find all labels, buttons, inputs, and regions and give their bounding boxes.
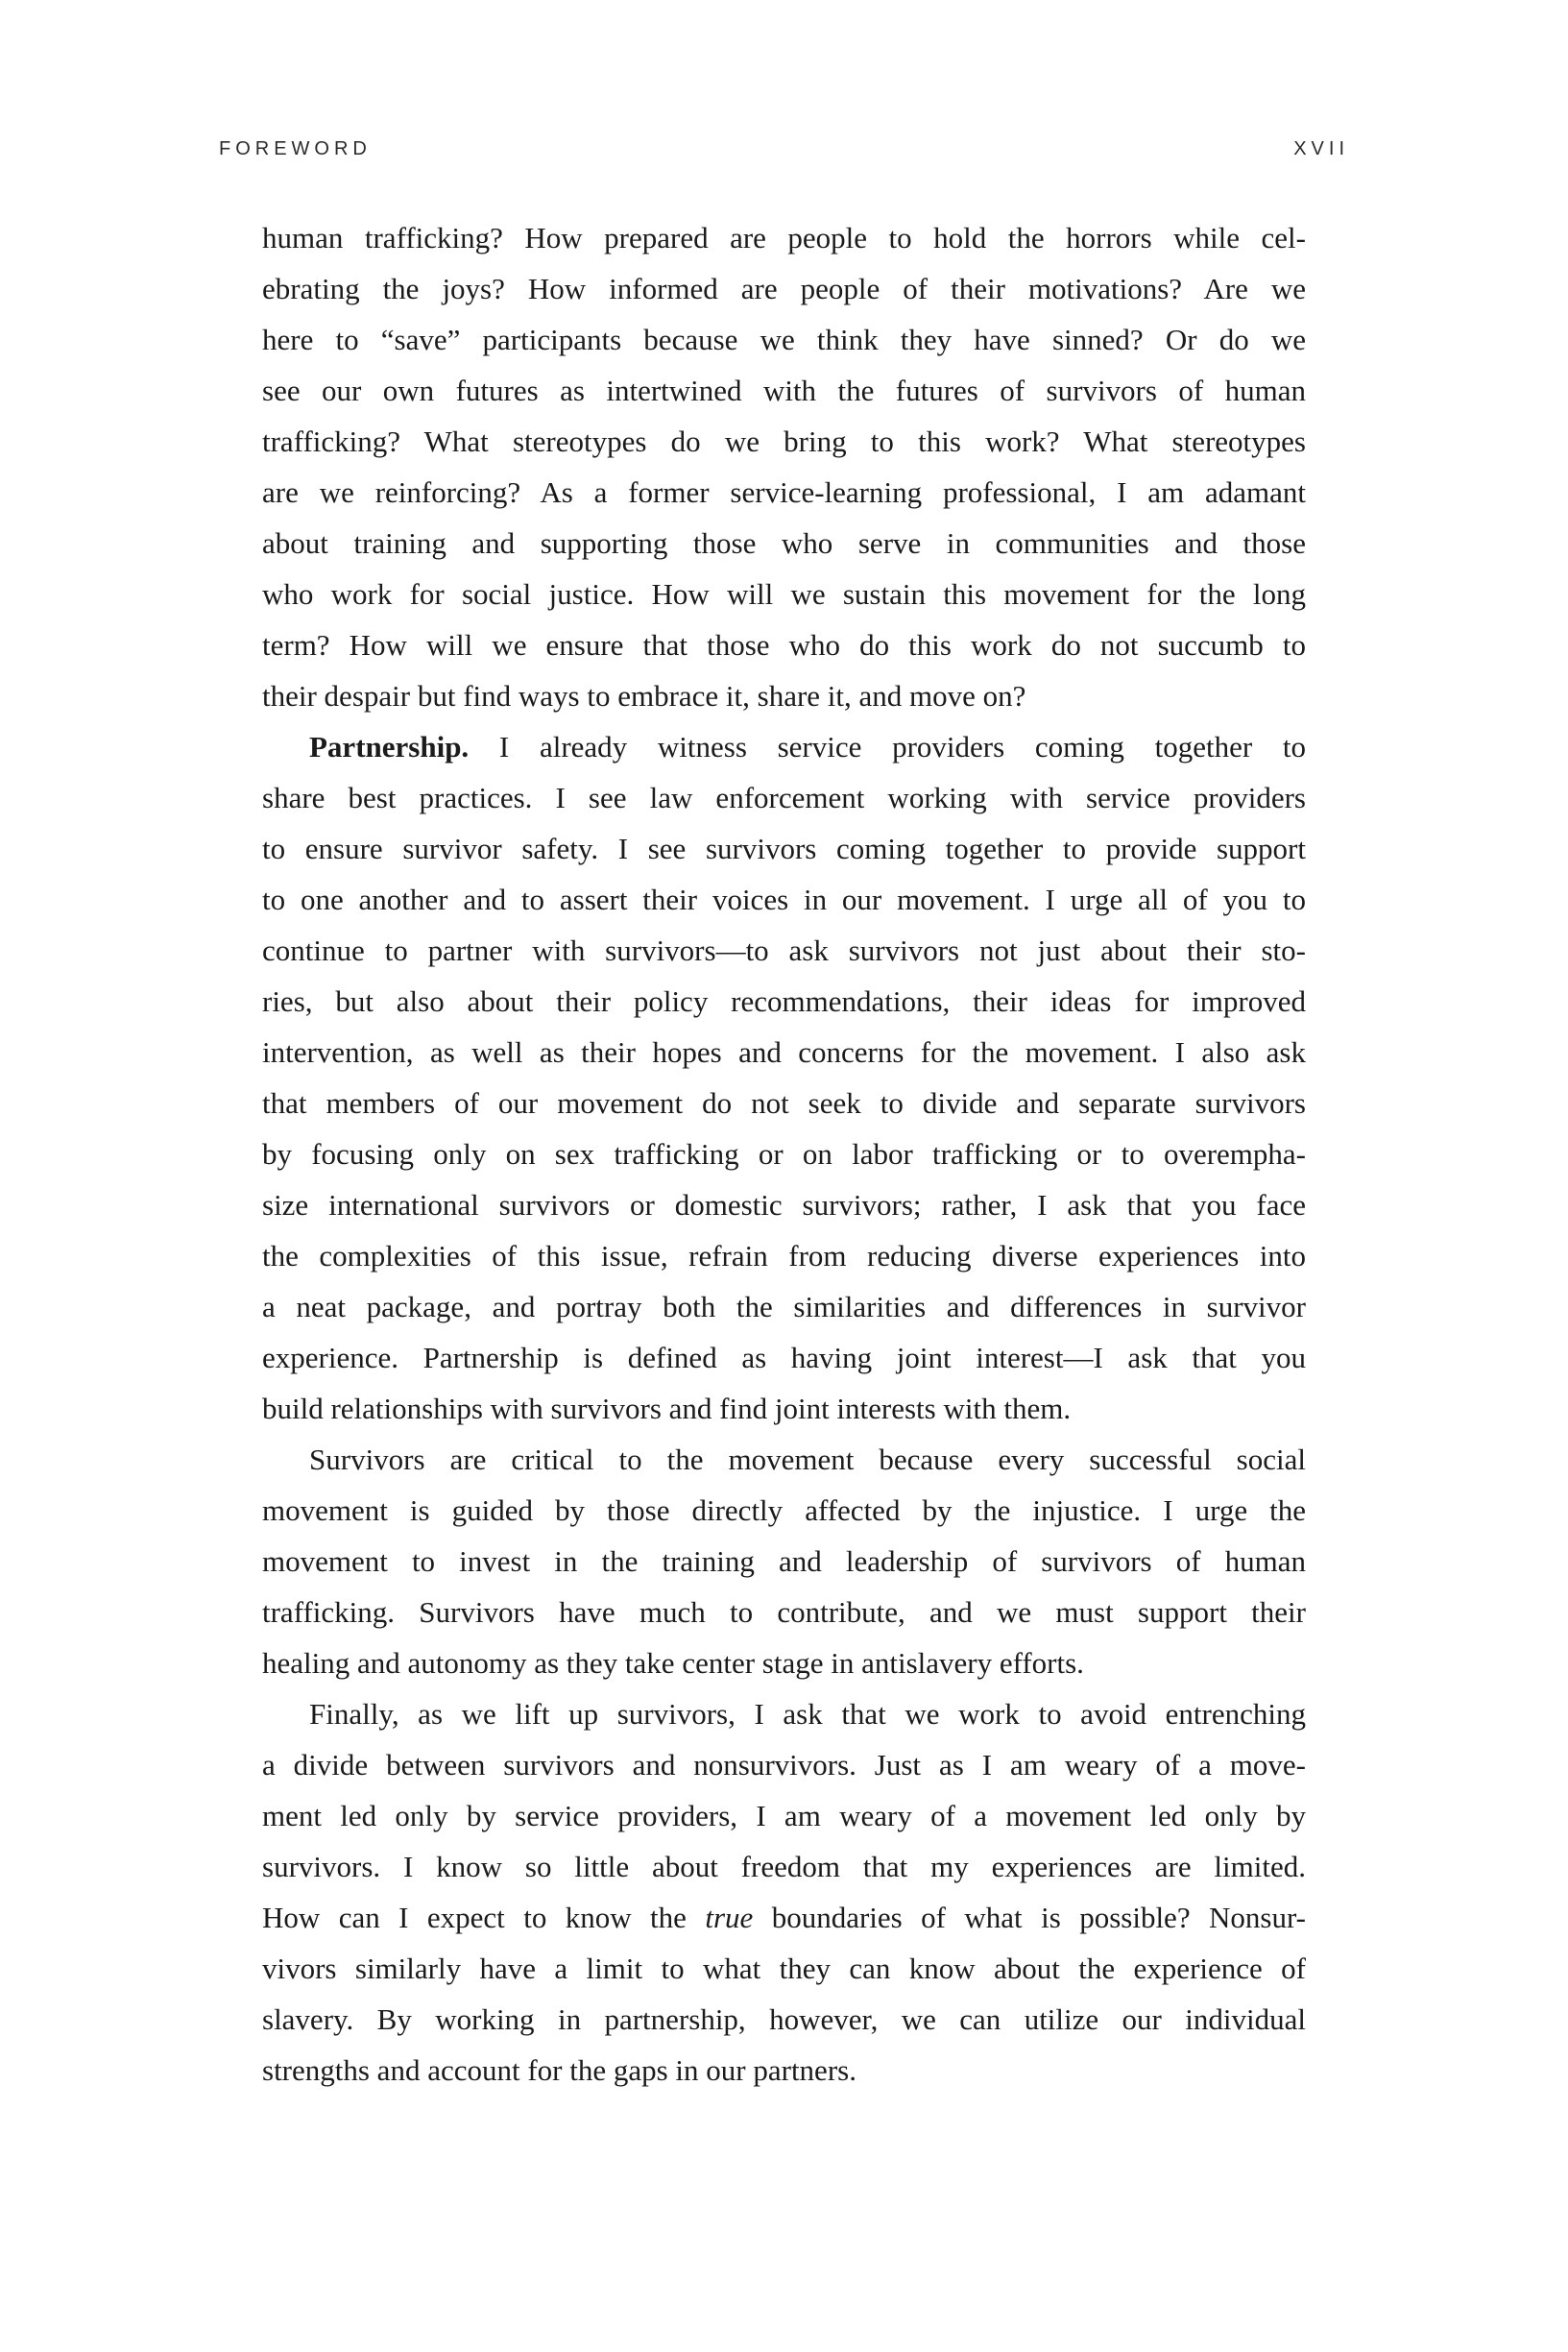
text-line — [262, 467, 1306, 518]
text-segment: Partnership. — [309, 730, 470, 764]
text-line — [262, 569, 1306, 619]
body-text — [262, 212, 1306, 2096]
text-line — [262, 619, 1306, 670]
text-line — [262, 1383, 1306, 1434]
text-line — [262, 1536, 1306, 1587]
text-segment: are we reinforcing? As a former service-learning professional, I am adamant — [262, 475, 1306, 509]
page-header — [219, 138, 1349, 159]
text-line — [262, 1078, 1306, 1128]
text-segment: experience. Partnership is defined as having joint interest—I ask that you — [262, 1341, 1306, 1374]
text-segment: a divide between survivors and nonsurvivors. Just as I am weary of a move- — [262, 1748, 1306, 1782]
text-line — [262, 1841, 1306, 1892]
text-segment: human trafficking? How prepared are people to hold the horrors while cel- — [262, 221, 1306, 255]
text-line — [262, 1688, 1306, 1739]
text-line — [262, 1179, 1306, 1230]
text-segment: by focusing only on sex trafficking or on labor trafficking or to overempha- — [262, 1137, 1306, 1171]
text-segment: vivors similarly have a limit to what they can know about the experience of — [262, 1952, 1306, 1985]
text-line — [262, 212, 1306, 263]
text-segment: strengths and account for the gaps in our partners. — [262, 2053, 856, 2087]
text-line — [262, 1128, 1306, 1179]
text-segment: here to “save” participants because we think they have sinned? Or do we — [262, 323, 1306, 356]
text-segment: I already witness service providers coming together to — [469, 730, 1306, 764]
text-line — [262, 518, 1306, 569]
text-segment: ebrating the joys? How informed are people of their motivations? Are we — [262, 272, 1306, 305]
text-segment: trafficking. Survivors have much to contribute, and we must support their — [262, 1595, 1306, 1629]
text-segment: term? How will we ensure that those who do this work do not succumb to — [262, 628, 1306, 662]
text-segment: movement to invest in the training and leadership of survivors of human — [262, 1544, 1306, 1578]
page-number: XVII — [1293, 138, 1349, 159]
text-segment: continue to partner with survivors—to ask survivors not just about their sto- — [262, 934, 1306, 967]
text-line — [262, 1027, 1306, 1078]
text-line — [262, 416, 1306, 467]
text-segment: the complexities of this issue, refrain from reducing diverse experiences into — [262, 1239, 1306, 1273]
text-segment: ries, but also about their policy recommendations, their ideas for improved — [262, 984, 1306, 1018]
text-segment: see our own futures as intertwined with the futures of survivors of human — [262, 374, 1306, 407]
text-segment: trafficking? What stereotypes do we bring to this work? What stereotypes — [262, 424, 1306, 458]
text-line — [262, 1485, 1306, 1536]
text-segment: about training and supporting those who serve in communities and those — [262, 526, 1306, 560]
text-line — [262, 1434, 1306, 1485]
text-line — [262, 365, 1306, 416]
text-line — [262, 823, 1306, 874]
text-line — [262, 1587, 1306, 1637]
text-segment: healing and autonomy as they take center stage in antislavery efforts. — [262, 1646, 1084, 1680]
text-segment: size international survivors or domestic survivors; rather, I ask that you face — [262, 1188, 1306, 1222]
text-segment: share best practices. I see law enforcement working with service providers — [262, 781, 1306, 814]
text-line — [262, 1994, 1306, 2045]
text-segment: boundaries of what is possible? Nonsur- — [753, 1901, 1306, 1934]
text-line — [262, 314, 1306, 365]
text-segment: How can I expect to know the — [262, 1901, 706, 1934]
text-segment: build relationships with survivors and find joint interests with them. — [262, 1392, 1072, 1425]
text-segment: Survivors are critical to the movement because every successful social — [309, 1443, 1306, 1476]
text-segment: ment led only by service providers, I am weary of a movement led only by — [262, 1799, 1306, 1832]
text-line — [262, 874, 1306, 925]
text-line — [262, 1230, 1306, 1281]
text-segment: who work for social justice. How will we sustain this movement for the long — [262, 577, 1306, 611]
text-segment: a neat package, and portray both the similarities and differences in survivor — [262, 1290, 1306, 1323]
text-line — [262, 772, 1306, 823]
text-line — [262, 925, 1306, 976]
text-line — [262, 1332, 1306, 1383]
text-line — [262, 976, 1306, 1027]
text-line — [262, 1892, 1306, 1943]
text-segment: that members of our movement do not seek to divide and separate survivors — [262, 1086, 1306, 1120]
running-head: FOREWORD — [219, 138, 372, 159]
text-line — [262, 1739, 1306, 1790]
text-segment: their despair but find ways to embrace it, share it, and move on? — [262, 679, 1026, 713]
text-segment: true — [705, 1901, 754, 1934]
text-line — [262, 1281, 1306, 1332]
text-line — [262, 263, 1306, 314]
text-line — [262, 670, 1306, 721]
text-segment: intervention, as well as their hopes and concerns for the movement. I also ask — [262, 1035, 1306, 1069]
text-line — [262, 2045, 1306, 2096]
text-segment: to ensure survivor safety. I see survivors coming together to provide support — [262, 832, 1306, 865]
text-line — [262, 721, 1306, 772]
text-segment: Finally, as we lift up survivors, I ask that we work to avoid entrenching — [309, 1697, 1306, 1731]
text-line — [262, 1790, 1306, 1841]
text-segment: movement is guided by those directly affected by the injustice. I urge the — [262, 1493, 1306, 1527]
text-segment: to one another and to assert their voices in our movement. I urge all of you to — [262, 883, 1306, 916]
text-segment: survivors. I know so little about freedom that my experiences are limited. — [262, 1850, 1306, 1883]
text-segment: slavery. By working in partnership, however, we can utilize our individual — [262, 2002, 1306, 2036]
text-line — [262, 1943, 1306, 1994]
text-line — [262, 1637, 1306, 1688]
